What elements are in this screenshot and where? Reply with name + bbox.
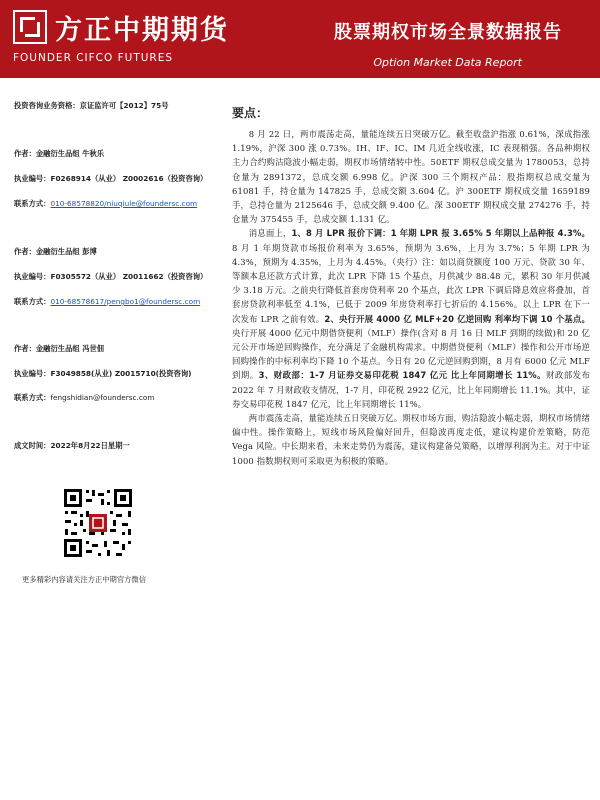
- key-points-section: [232, 104, 590, 468]
- report-header: [0, 0, 600, 78]
- founder-logo-icon: [13, 10, 47, 44]
- news-tax-body: 财政部发布 2022 年 7 月财政收支情况，1-7 月，印花税 2922 亿元，比上年同期增长 11.1%。其中，证券交易印花税 1847 亿元，比上年同期增长 11%。: [232, 370, 590, 409]
- news-intro: 消息面上，: [248, 228, 292, 239]
- author2-email-link[interactable]: 010-68578617/pengbo1@foundersc.com: [50, 297, 201, 306]
- news-lpr-body: 8 月 1 年期贷款市场报价利率为 3.65%，预期为 3.6%，上月为 3.7%；5 年期 LPR 为 4.3%，预期为 4.35%，上月为 4.45%。（央行）注：如以商贷额度 100 万元、贷款 30 年、等额本息还款方式计算，此次 LPR 下降 15 个基点，月供减少 88.48 元，累积 30 年月供减少 3.18 万元。之前央行降低首套房贷利率 20 个基点，此次 LPR 下调后降息效应将叠加，首套房贷款利率低至 4.1%，已低于 2009 年房贷利率打七折后的 4.156%。以上 LPR 在下一次发布 LPR 之前有效。: [232, 242, 590, 324]
- author3-contact: 联系方式：fengshidian@foundersc.com: [14, 393, 155, 402]
- qr-caption: 更多精彩内容请关注方正中期官方微信: [22, 575, 147, 584]
- wechat-qr-code-icon: [62, 487, 134, 559]
- author1-name: 作者：金融衍生品组 牛秋乐: [14, 149, 105, 158]
- brand-name-cn: 方正中期期货: [55, 15, 229, 46]
- author1-id: 执业编号：F0268914（从业） Z0002616（投资咨询）: [14, 174, 208, 183]
- author2-id: 执业编号：F0305572（从业） Z0011662（投资咨询）: [14, 272, 208, 281]
- author2-name: 作者：金融衍生品组 彭博: [14, 247, 97, 256]
- license-text: 投资咨询业务资格：京证监许可【2012】75号: [14, 101, 169, 110]
- report-title: 股票期权市场全景数据报告: [334, 22, 562, 43]
- news-mlf-headline: 2、央行开展 4000 亿 MLF+20 亿逆回购 利率均下调 10 个基点。: [324, 313, 590, 324]
- key-points-heading: 要点：: [232, 106, 269, 120]
- strategy-paragraph: 两市震荡走高，量能连续五日突破万亿。期权市场方面，购沽隐波小幅走弱，期权市场情绪偏中性。操作策略上，短线市场风险偏好回升，但隐波再度走低，建议构建价差策略，防范 Vega 风险。中长期来看，未来走势仍为震荡，建议构建备兑策略，以增厚利润为主。对于中证 1000 指数期权则可采取更为积极的策略。: [232, 413, 590, 466]
- news-mlf-body: 央行开展 4000 亿元中期借贷便利（MLF）操作(含对 8 月 16 日 MLF 到期的续做)和 20 亿元公开市场逆回购操作，充分满足了金融机构需求。中期借贷便利（MLF）操作和公开市场逆回购操作的中标利率均下降 10 个基点。今日有 20 亿元逆回购到期，8 月有 6000 亿元 MLF 到期。: [232, 327, 590, 381]
- news-lpr-headline: 1、8 月 LPR 报价下调：1 年期 LPR 报 3.65% 5 年期以上品种报 4.3%。: [291, 228, 590, 239]
- author1-contact: 联系方式：010-68578820/niuqiule@foundersc.com: [14, 199, 198, 208]
- author1-email-link[interactable]: 010-68578820/niuqiule@foundersc.com: [50, 199, 198, 208]
- author3-email: fengshidian@foundersc.com: [50, 393, 155, 402]
- brand-name-en: FOUNDER CIFCO FUTURES: [13, 52, 174, 64]
- market-summary-paragraph: 8 月 22 日，两市震荡走高，量能连续五日突破万亿。截至收盘沪指涨 0.61%，深成指涨 1.19%，沪深 300 涨 0.73%。IH、IF、IC、IM 几近全线收涨，IC 表现稍强。各品种期权主力合约购沽隐波小幅走弱，期权市场情绪转中性。50ETF 期权总成交量为 1780053，总持仓量为 2891372，总成交额 6.998 亿。沪深 300 三个期权产品：股指期权总成交量为 61081 手，持仓量为 147825 手，总成交额 3.604 亿。沪 300ETF 期权成交量 1659189 手，总持仓量为 2125646 手，总成交额 9.400 亿。深 300ETF 期权成交量 274276 手，持仓量为 375455 手，总成交额 1.131 亿。: [232, 129, 590, 225]
- report-subtitle: Option Market Data Report: [373, 56, 522, 69]
- author3-name: 作者：金融衍生品组 冯世佃: [14, 344, 105, 353]
- author2-contact: 联系方式：010-68578617/pengbo1@foundersc.com: [14, 297, 201, 306]
- news-paragraph: [232, 226, 590, 411]
- author3-id: 执业编号：F3049858(从业) Z0015710(投资咨询): [14, 369, 192, 378]
- news-tax-headline: 3、财政部：1-7 月证券交易印花税 1847 亿元 比上年同期增长 11%。: [258, 370, 547, 381]
- report-date: 成文时间：2022年8月22日星期一: [14, 441, 130, 450]
